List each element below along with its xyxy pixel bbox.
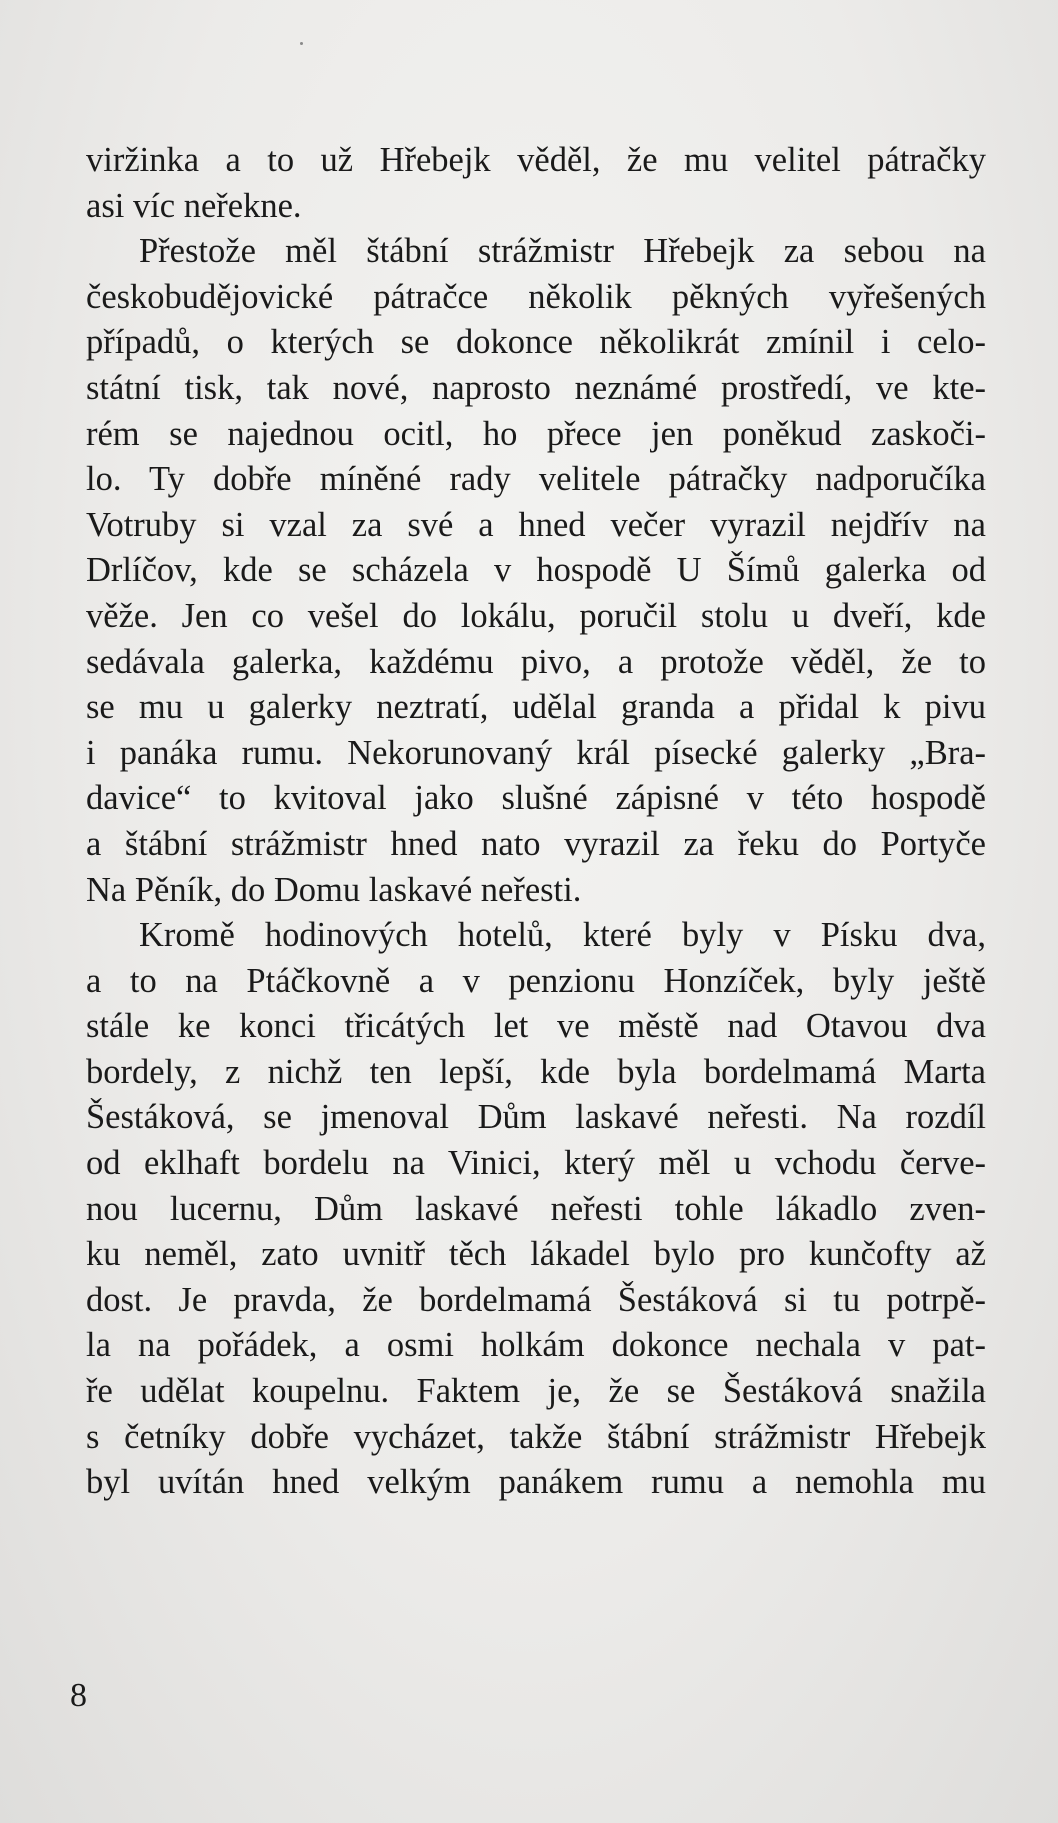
- text-line: davice“ to kvitoval jako slušné zápisné v této hospodě: [86, 779, 986, 818]
- body-text: [86, 138, 986, 1506]
- text-line: sedávala galerka, každému pivo, a protože věděl, že to: [86, 642, 986, 681]
- text-line: českobudějovické pátračce několik pěkných vyřešených: [86, 277, 986, 316]
- text-line: ře udělat koupelnu. Faktem je, že se Šestáková snažila: [86, 1372, 986, 1411]
- paper-speck: [300, 42, 303, 45]
- text-line: viržinka a to už Hřebejk věděl, že mu velitel pátračky: [86, 141, 986, 179]
- text-line: státní tisk, tak nové, naprosto neznámé prostředí, ve kte-: [86, 368, 986, 407]
- text-line: ku neměl, zato uvnitř těch lákadel bylo pro kunčofty až: [86, 1235, 986, 1274]
- text-line: dost. Je pravda, že bordelmamá Šestáková si tu potrpě-: [86, 1280, 986, 1319]
- text-line: stále ke konci třicátých let ve městě nad Otavou dva: [86, 1007, 986, 1046]
- text-line: asi víc neřekne.: [86, 186, 302, 225]
- text-line: případů, o kterých se dokonce několikrát zmínil i celo-: [86, 323, 986, 362]
- text-line: nou lucernu, Dům laskavé neřesti tohle lákadlo zven-: [86, 1189, 986, 1228]
- text-line: s četníky dobře vycházet, takže štábní strážmistr Hřebejk: [86, 1417, 986, 1456]
- text-line: Šestáková, se jmenoval Dům laskavé neřesti. Na rozdíl: [86, 1098, 986, 1137]
- text-line: Drlíčov, kde se scházela v hospodě U Šímů galerka od: [86, 551, 986, 590]
- text-line: Na Pěník, do Domu laskavé neřesti.: [86, 870, 582, 909]
- text-line: rém se najednou ocitl, ho přece jen poněkud zaskoči-: [86, 414, 986, 453]
- text-line: věže. Jen co vešel do lokálu, poručil stolu u dveří, kde: [86, 596, 986, 635]
- page-number: 8: [70, 1677, 87, 1714]
- text-line: Přestože měl štábní strážmistr Hřebejk za sebou na: [139, 232, 986, 271]
- text-line: se mu u galerky neztratí, udělal granda a přidal k pivu: [86, 688, 986, 727]
- text-line: a štábní strážmistr hned nato vyrazil za řeku do Portyče: [86, 824, 986, 863]
- text-line: a to na Ptáčkovně a v penzionu Honzíček, byly ještě: [86, 961, 986, 1000]
- text-line: i panáka rumu. Nekorunovaný král písecké galerky „Bra-: [86, 733, 986, 772]
- text-line: la na pořádek, a osmi holkám dokonce nechala v pat-: [86, 1326, 986, 1365]
- text-line: od eklhaft bordelu na Vinici, který měl u vchodu červe-: [86, 1144, 986, 1183]
- text-line: lo. Ty dobře míněné rady velitele pátračky nadporučíka: [86, 460, 986, 499]
- text-line: byl uvítán hned velkým panákem rumu a nemohla mu: [86, 1463, 986, 1502]
- text-line: Kromě hodinových hotelů, které byly v Písku dva,: [139, 916, 986, 955]
- text-line: Votruby si vzal za své a hned večer vyrazil nejdřív na: [86, 505, 986, 544]
- text-line: bordely, z nichž ten lepší, kde byla bordelmamá Marta: [86, 1052, 986, 1091]
